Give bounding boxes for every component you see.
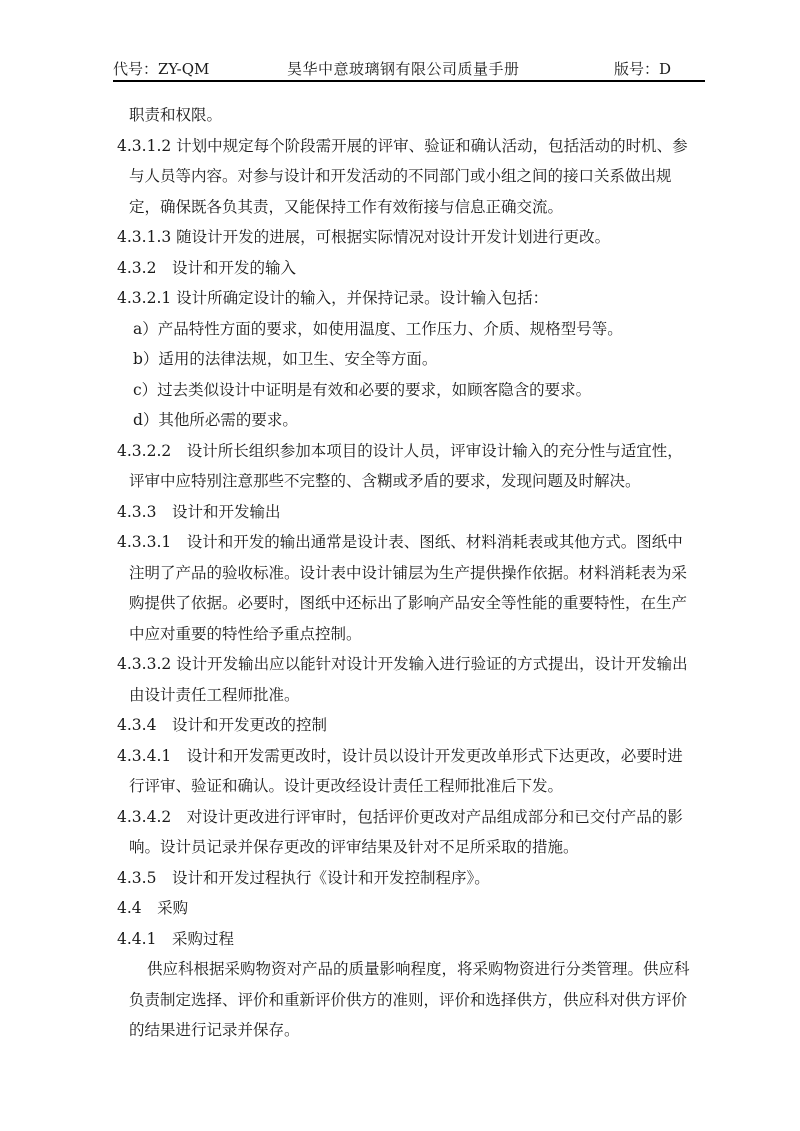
list-item: d）其他所必需的要求。 (133, 411, 298, 429)
text-line: 注明了产品的验收标准。设计表中设计铺层为生产提供操作依据。材料消耗表为采 (129, 563, 688, 582)
text-line: 负责制定选择、评价和重新评价供方的准则，评价和选择供方，供应科对供方评价 (129, 990, 688, 1009)
document-body (117, 100, 707, 1046)
text-line: 中应对重要的特性给予重点控制。 (129, 624, 362, 643)
section-heading: 4.3.3 设计和开发输出 (117, 502, 281, 521)
text-line: 4.3.1.3 随设计开发的进展，可根据实际情况对设计开发计划进行更改。 (117, 228, 611, 246)
document-title: 昊华中意玻璃钢有限公司质量手册 (287, 60, 520, 78)
text-line: 4.3.3.2 设计开发输出应以能针对设计开发输入进行验证的方式提出，设计开发输出 (117, 655, 688, 673)
section-heading: 4.4.1 采购过程 (117, 929, 234, 948)
list-item: b）适用的法律法规，如卫生、安全等方面。 (133, 350, 438, 368)
text-line: 4.3.2.2 设计所长组织参加本项目的设计人员，评审设计输入的充分性与适宜性， (117, 441, 683, 460)
text-line: 由设计责任工程师批准。 (129, 685, 300, 704)
text-line: 的结果进行记录并保存。 (129, 1021, 300, 1039)
text-line: 职责和权限。 (129, 106, 223, 124)
text-line: 4.3.4.1 设计和开发需更改时，设计员以设计开发更改单形式下达更改，必要时进 (117, 746, 683, 765)
text-line: 4.3.5 设计和开发过程执行《设计和开发控制程序》。 (117, 868, 490, 887)
text-line: 与人员等内容。对参与设计和开发活动的不同部门或小组之间的接口关系做出规 (129, 167, 672, 185)
text-line: 响。设计员记录并保存更改的评审结果及针对不足所采取的措施。 (129, 838, 579, 856)
text-line: 评审中应特别注意那些不完整的、含糊或矛盾的要求，发现问题及时解决。 (129, 472, 641, 490)
document-code: 代号：ZY-QM (113, 60, 210, 78)
document-version: 版号：D (613, 60, 671, 78)
text-line: 购提供了依据。必要时，图纸中还标出了影响产品安全等性能的重要特性，在生产 (129, 594, 688, 612)
list-item: c）过去类似设计中证明是有效和必要的要求，如顾客隐含的要求。 (133, 380, 592, 399)
list-item: a）产品特性方面的要求，如使用温度、工作压力、介质、规格型号等。 (133, 319, 623, 338)
header-divider (113, 80, 705, 82)
section-heading: 4.3.2 设计和开发的输入 (117, 258, 296, 277)
text-line: 供应科根据采购物资对产品的质量影响程度，将采购物资进行分类管理。供应科 (147, 960, 690, 978)
text-line: 4.3.3.1 设计和开发的输出通常是设计表、图纸、材料消耗表或其他方式。图纸中 (117, 533, 683, 551)
text-line: 4.3.2.1 设计所确定设计的输入，并保持记录。设计输入包括： (117, 289, 549, 307)
section-heading: 4.4 采购 (117, 899, 189, 917)
text-line: 定，确保既各负其责，又能保持工作有效衔接与信息正确交流。 (129, 197, 564, 216)
text-line: 行评审、验证和确认。设计更改经设计责任工程师批准后下发。 (129, 777, 564, 795)
text-line: 4.3.1.2 计划中规定每个阶段需开展的评审、验证和确认活动，包括活动的时机、参 (117, 136, 688, 155)
page-header (113, 58, 703, 80)
text-line: 4.3.4.2 对设计更改进行评审时，包括评价更改对产品组成部分和已交付产品的影 (117, 807, 683, 826)
section-heading: 4.3.4 设计和开发更改的控制 (117, 716, 327, 734)
